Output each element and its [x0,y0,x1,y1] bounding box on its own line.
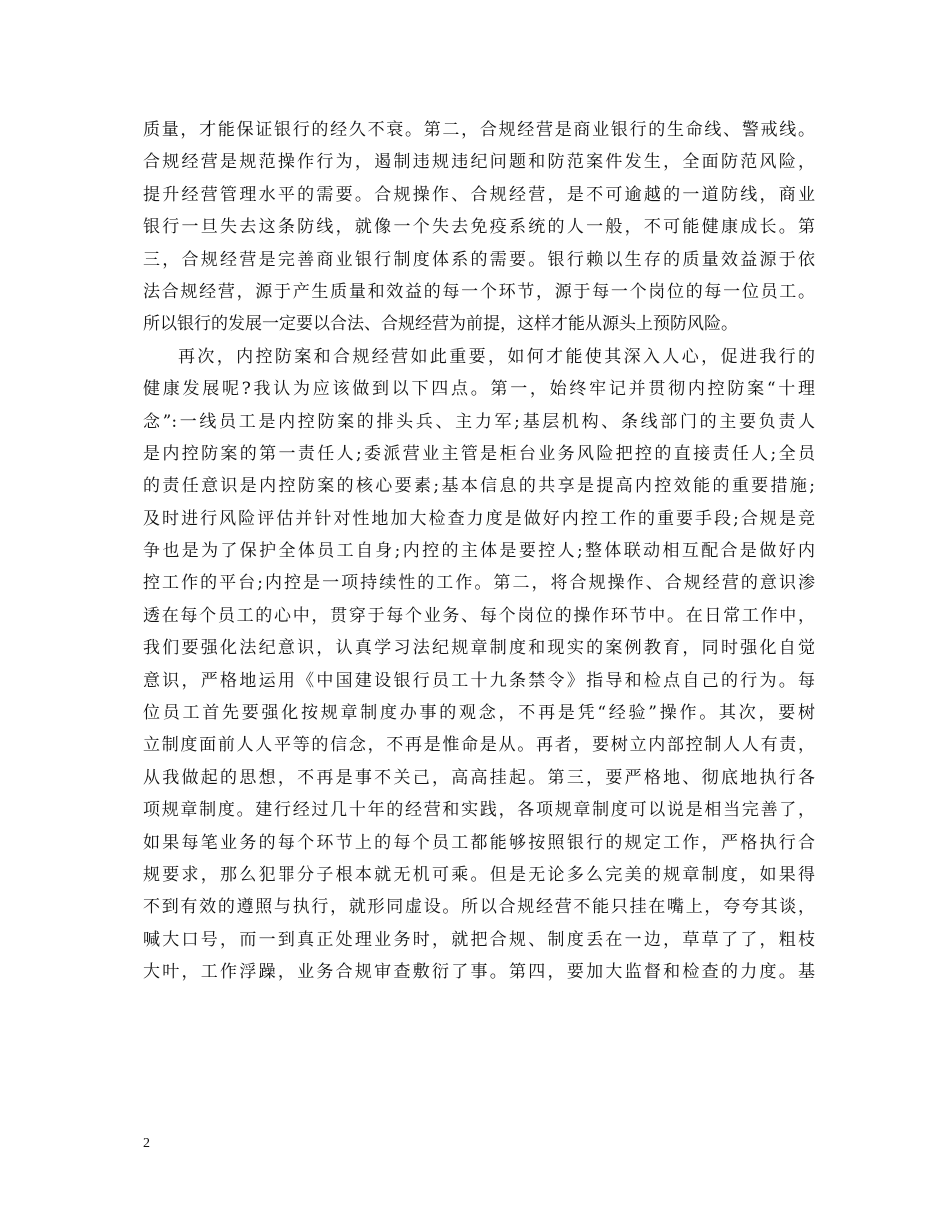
text-line: 项规章制度。建行经过几十年的经营和实践，各项规章制度可以说是相当完善了， [143,800,815,821]
text-line: 银行一旦失去这条防线，就像一个失去免疫系统的人一般，不可能健康成长。第 [143,217,815,238]
text-line: 不到有效的遵照与执行，就形同虚设。所以合规经营不能只挂在嘴上，夸夸其谈， [143,897,815,918]
text-line: 合规经营是规范操作行为，遏制违规违纪问题和防范案件发生，全面防范风险， [143,152,815,173]
text-line: 意识，严格地运用《中国建设银行员工十九条禁令》指导和检点自己的行为。每 [143,670,815,691]
text-line: 的责任意识是内控防案的核心要素;基本信息的共享是提高内控效能的重要措施; [143,476,815,497]
text-line: 如果每笔业务的每个环节上的每个员工都能够按照银行的规定工作，严格执行合 [143,832,815,853]
text-line: 争也是为了保护全体员工自身;内控的主体是要控人;整体联动相互配合是做好内 [143,541,815,562]
text-line: 位员工首先要强化按规章制度办事的观念，不再是凭“经验”操作。其次，要树 [143,703,815,724]
text-line: 是内控防案的第一责任人;委派营业主管是柜台业务风险把控的直接责任人;全员 [143,443,815,464]
text-line: 质量，才能保证银行的经久不衰。第二，合规经营是商业银行的生命线、警戒线。 [143,120,815,140]
text-line: 我们要强化法纪意识，认真学习法纪规章制度和现实的案例教育，同时强化自觉 [143,638,815,659]
text-line: 所以银行的发展一定要以合法、合规经营为前提，这样才能从源头上预防风险。 [143,314,738,335]
text-line: 透在每个员工的心中，贯穿于每个业务、每个岗位的操作环节中。在日常工作中， [143,605,815,626]
text-line: 法合规经营，源于产生质量和效益的每一个环节，源于每一个岗位的每一位员工。 [143,281,815,302]
body-text [143,114,815,989]
text-line: 大叶，工作浮躁，业务合规审查敷衍了事。第四，要加大监督和检查的力度。基 [143,962,815,983]
text-line: 健康发展呢?我认为应该做到以下四点。第一，始终牢记并贯彻内控防案“十理 [143,379,815,400]
text-line: 从我做起的思想，不再是事不关己，高高挂起。第三，要严格地、彻底地执行各 [143,767,815,788]
text-line: 规要求，那么犯罪分子根本就无机可乘。但是无论多么完美的规章制度，如果得 [143,864,815,885]
text-line: 提升经营管理水平的需要。合规操作、合规经营，是不可逾越的一道防线，商业 [143,184,815,205]
paragraph-start-line: 再次，内控防案和合规经营如此重要，如何才能使其深入人心，促进我行的 [178,346,815,367]
text-line: 及时进行风险评估并针对性地加大检查力度是做好内控工作的重要手段;合规是竞 [143,508,815,529]
text-line: 立制度面前人人平等的信念，不再是惟命是从。再者，要树立内部控制人人有责， [143,735,815,756]
text-line: 念”:一线员工是内控防案的排头兵、主力军;基层机构、条线部门的主要负责人 [143,411,815,432]
text-line: 喊大口号，而一到真正处理业务时，就把合规、制度丢在一边，草草了了，粗枝 [143,929,815,950]
page-number: 2 [143,1136,150,1151]
text-line: 控工作的平台;内控是一项持续性的工作。第二，将合规操作、合规经营的意识渗 [143,573,815,594]
text-line: 三，合规经营是完善商业银行制度体系的需要。银行赖以生存的质量效益源于依 [143,249,815,270]
